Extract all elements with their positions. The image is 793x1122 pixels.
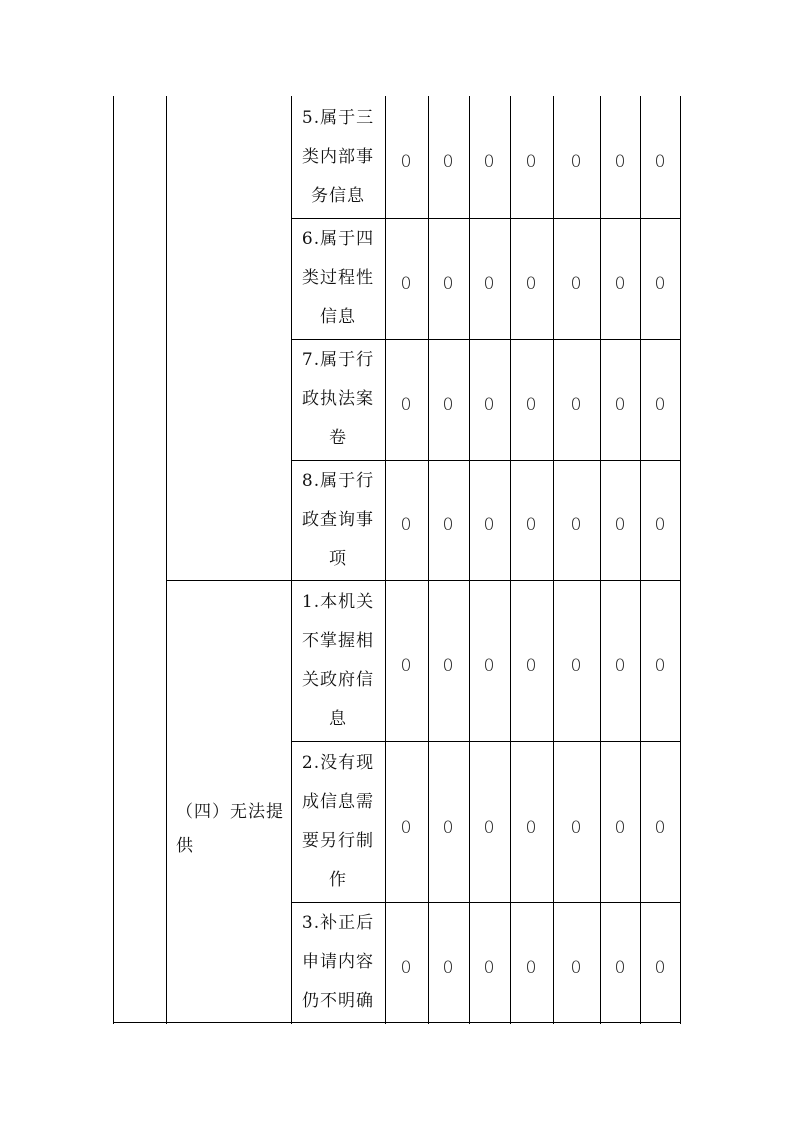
table-column-divider	[428, 96, 429, 1024]
value-cell: 0	[483, 958, 495, 978]
table-column-divider	[166, 96, 167, 1024]
value-cell: 0	[614, 515, 626, 535]
value-cell: 0	[483, 656, 495, 676]
value-cell: 0	[400, 958, 412, 978]
value-cell: 0	[654, 274, 666, 294]
value-cell: 0	[525, 818, 537, 838]
value-cell: 0	[442, 274, 454, 294]
value-cell: 0	[654, 395, 666, 415]
value-cell: 0	[483, 818, 495, 838]
row-label-line: 2.没有现	[301, 752, 375, 773]
value-cell: 0	[483, 152, 495, 172]
value-cell: 0	[400, 818, 412, 838]
value-cell: 0	[525, 958, 537, 978]
value-cell: 0	[483, 515, 495, 535]
value-cell: 0	[525, 656, 537, 676]
value-cell: 0	[525, 395, 537, 415]
value-cell: 0	[570, 656, 582, 676]
value-cell: 0	[654, 152, 666, 172]
value-cell: 0	[614, 395, 626, 415]
value-cell: 0	[570, 152, 582, 172]
row-label-line: 息	[329, 708, 347, 729]
row-label-line: 仍不明确	[302, 990, 374, 1011]
value-cell: 0	[525, 274, 537, 294]
row-label-line: 3.补正后	[301, 912, 375, 933]
row-label-line: 卷	[329, 428, 347, 448]
table-column-divider	[600, 96, 601, 1024]
table-column-divider	[510, 96, 511, 1024]
group-label-line: （四）无法提	[176, 802, 284, 822]
row-label-line: 8.属于行	[301, 470, 375, 491]
value-cell: 0	[400, 395, 412, 415]
table-border-left	[113, 96, 114, 1024]
value-cell: 0	[483, 274, 495, 294]
row-label-line: 6.属于四	[301, 229, 375, 249]
row-label-cell	[291, 96, 385, 218]
row-label-line: 类过程性	[302, 268, 374, 288]
row-label-line: 项	[329, 548, 347, 569]
value-cell: 0	[570, 958, 582, 978]
row-label-line: 7.属于行	[301, 350, 375, 370]
row-label-line: 成信息需	[302, 791, 374, 812]
row-label-line: 不掌握相	[302, 630, 374, 651]
table-column-divider	[469, 96, 470, 1024]
row-label-line: 要另行制	[302, 830, 374, 851]
value-cell: 0	[570, 515, 582, 535]
group-label-cannot-provide	[176, 795, 286, 863]
row-label-cell	[291, 580, 385, 741]
value-cell: 0	[442, 152, 454, 172]
value-cell: 0	[614, 274, 626, 294]
value-cell: 0	[400, 152, 412, 172]
value-cell: 0	[525, 152, 537, 172]
row-label-cell	[291, 902, 385, 1022]
value-cell: 0	[614, 656, 626, 676]
row-label-cell	[291, 339, 385, 460]
row-label-line: 1.本机关	[301, 591, 375, 612]
value-cell: 0	[442, 515, 454, 535]
value-cell: 0	[442, 958, 454, 978]
row-label-cell	[291, 218, 385, 339]
table-column-divider	[553, 96, 554, 1024]
value-cell: 0	[483, 395, 495, 415]
value-cell: 0	[654, 515, 666, 535]
value-cell: 0	[654, 958, 666, 978]
value-cell: 0	[614, 958, 626, 978]
table-border-right	[680, 96, 681, 1024]
group-label-line: 供	[176, 836, 194, 856]
row-label-cell	[291, 460, 385, 580]
row-label-cell	[291, 741, 385, 902]
value-cell: 0	[614, 152, 626, 172]
value-cell: 0	[654, 656, 666, 676]
value-cell: 0	[400, 656, 412, 676]
row-label-line: 类内部事	[302, 146, 374, 167]
row-label-line: 务信息	[311, 185, 365, 206]
value-cell: 0	[570, 818, 582, 838]
value-cell: 0	[442, 656, 454, 676]
row-label-line: 5.属于三	[301, 107, 375, 128]
value-cell: 0	[442, 818, 454, 838]
value-cell: 0	[570, 395, 582, 415]
value-cell: 0	[614, 818, 626, 838]
value-cell: 0	[525, 515, 537, 535]
table-column-divider	[640, 96, 641, 1024]
value-cell: 0	[400, 274, 412, 294]
value-cell: 0	[442, 395, 454, 415]
row-label-line: 政查询事	[302, 509, 374, 530]
value-cell: 0	[400, 515, 412, 535]
row-label-line: 关政府信	[302, 669, 374, 690]
row-label-line: 信息	[320, 307, 356, 327]
table-column-divider	[385, 96, 386, 1024]
row-label-line: 申请内容	[302, 951, 374, 972]
value-cell: 0	[570, 274, 582, 294]
row-divider	[166, 580, 681, 581]
row-label-line: 政执法案	[302, 389, 374, 409]
value-cell: 0	[654, 818, 666, 838]
table-border-bottom	[113, 1022, 681, 1023]
row-label-line: 作	[329, 869, 347, 890]
